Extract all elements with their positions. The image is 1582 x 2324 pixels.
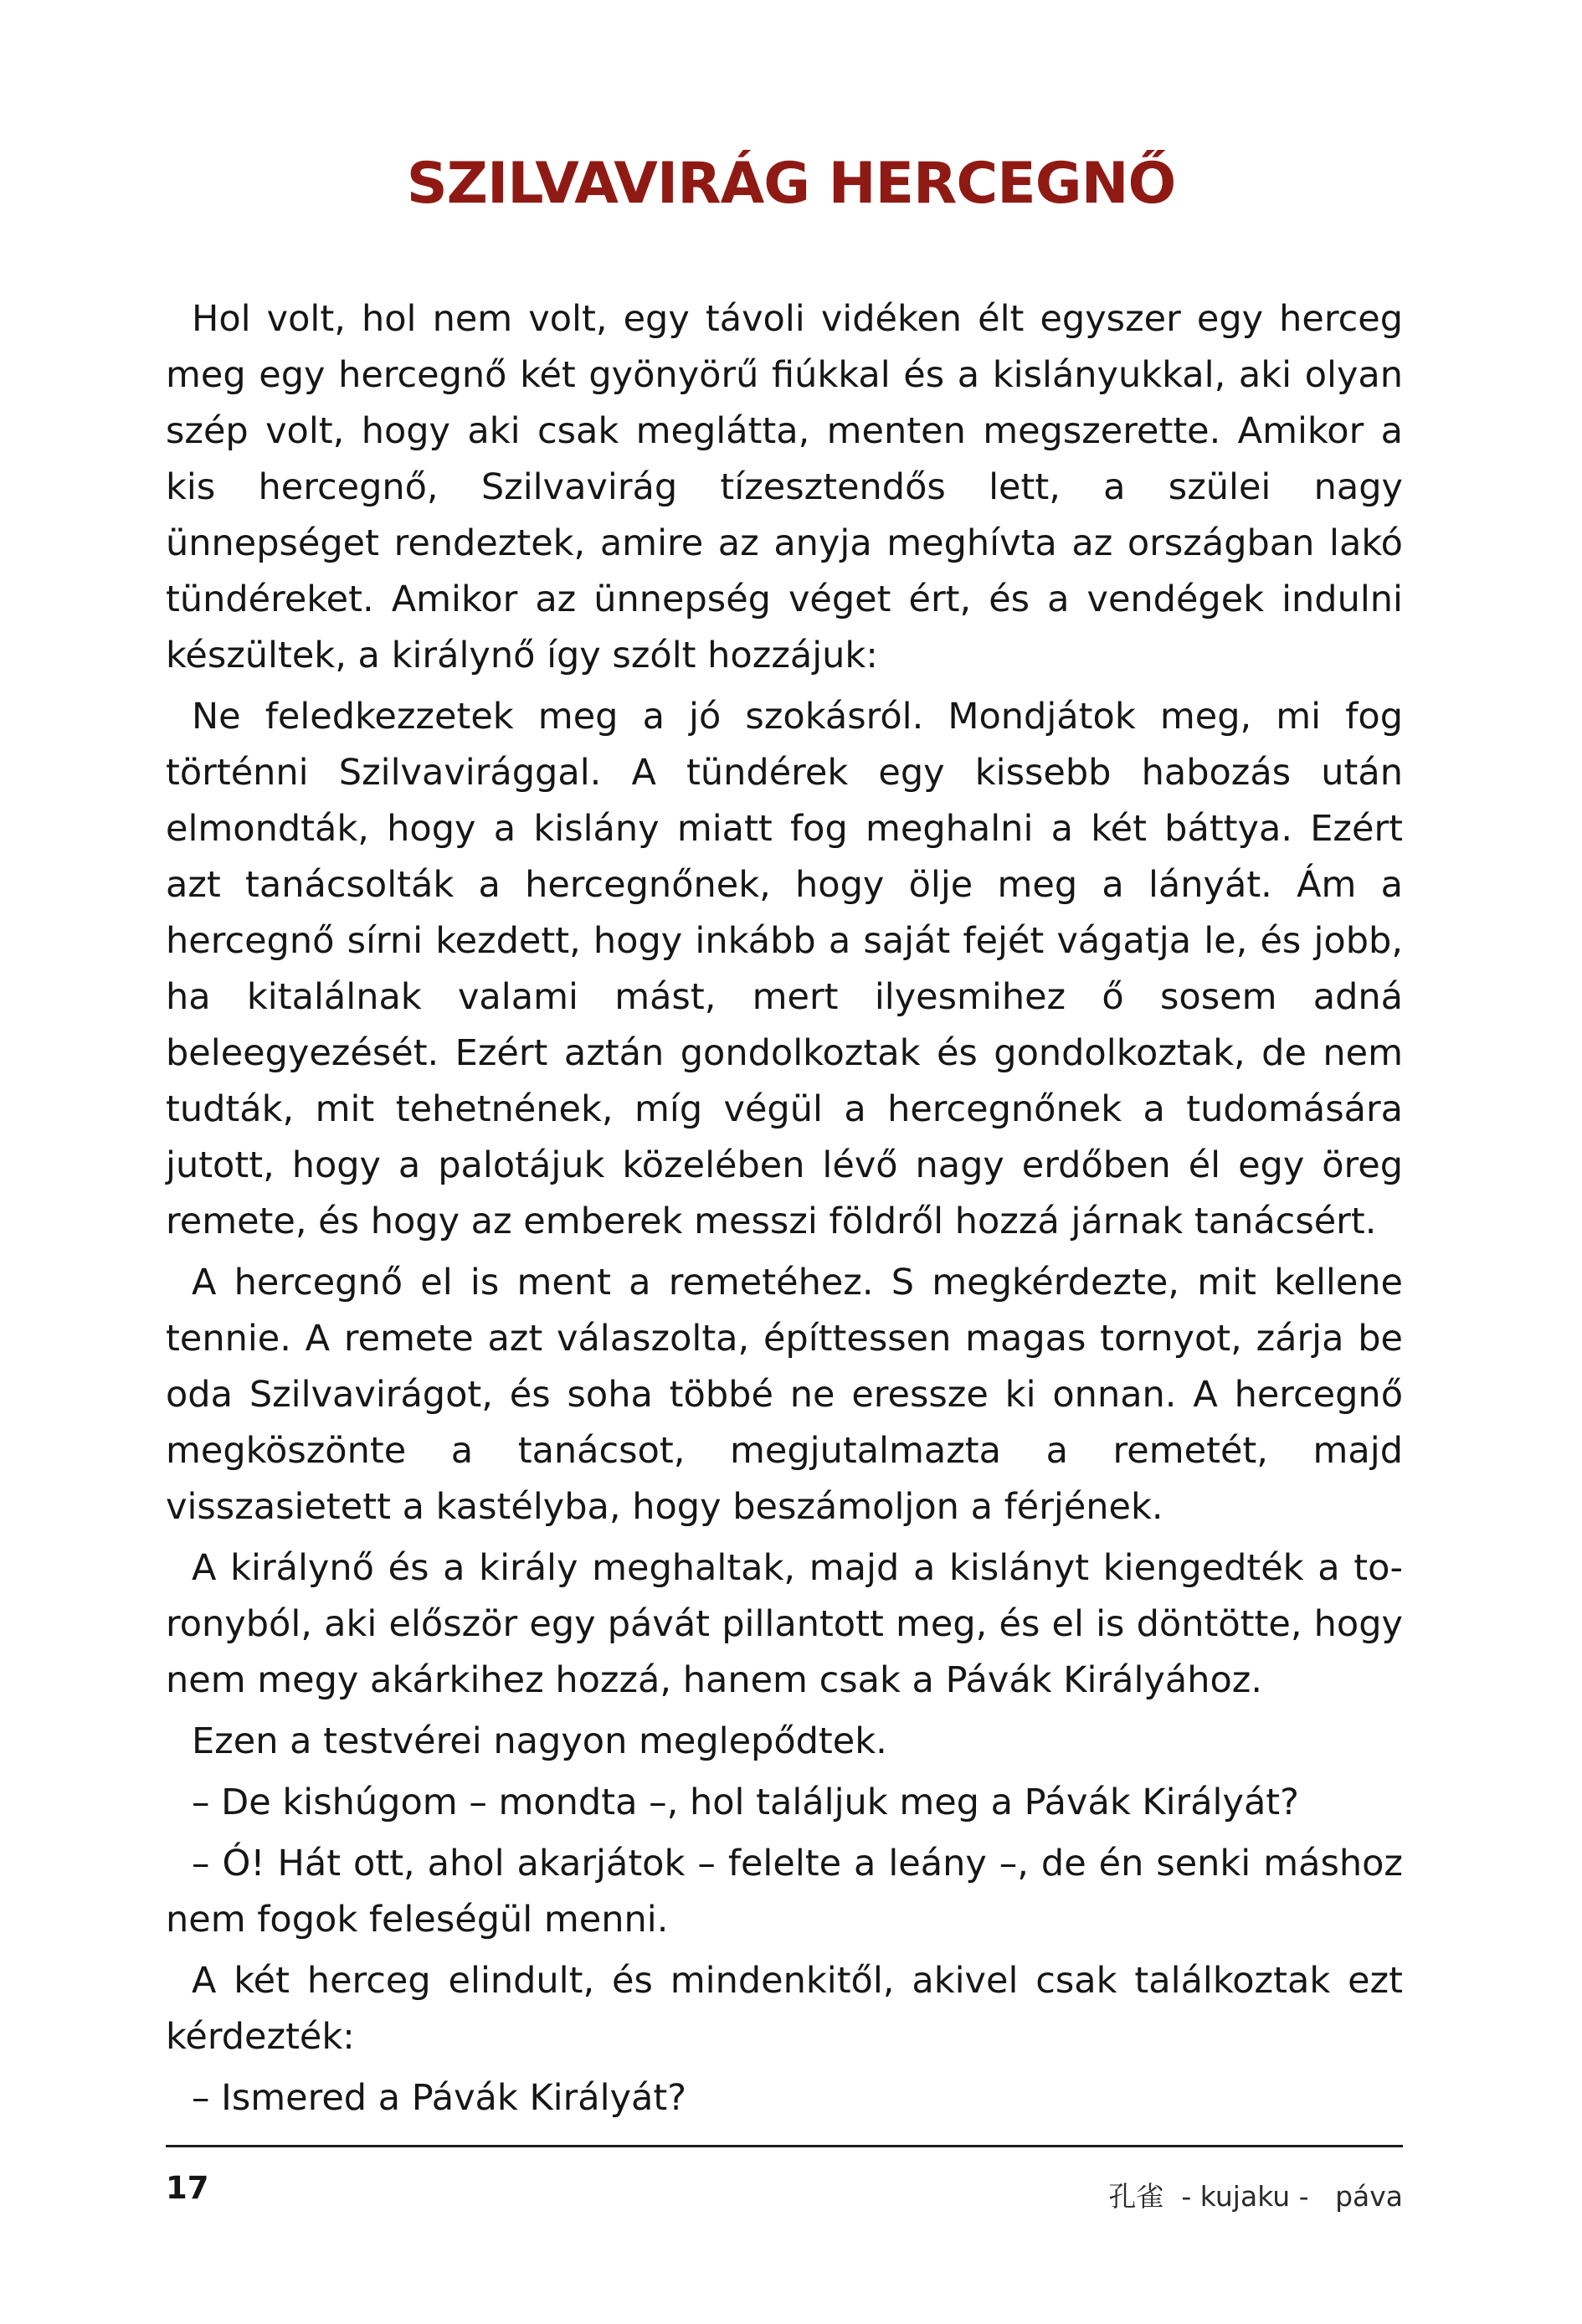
paragraph: A hercegnő el is ment a remetéhez. S megkérdezte, mit kellene tennie. A remete azt válaszolta, építtessen magas tornyot, zárja be oda Szilvavirágot, és soha többé ne eressze ki onnan. A hercegnő megköszönte a tanácsot, megjutalmazta a remetét, majd visszasietett a kastélyba, hogy beszámoljon a férjének. xyxy=(166,1262,1403,1528)
story-text xyxy=(166,291,1403,2131)
running-footer: 孔雀 - kujaku - páva xyxy=(1108,2180,1403,2213)
page-number: 17 xyxy=(166,2170,209,2206)
paragraph: A két herceg elindult, és mindenkitől, akivel csak találkoztak ezt kérdezték: xyxy=(166,1960,1403,2058)
paragraph: – Ismered a Pávák Királyát? xyxy=(192,2077,687,2119)
paragraph: A királynő és a király meghaltak, majd a kislányt kiengedték a toronyból, aki először egy pávát pillantott meg, és el is döntötte, hogy nem megy akárkihez hozzá, hanem csak a Pávák Királyához. xyxy=(166,1547,1403,1701)
paragraph: Hol volt, hol nem volt, egy távoli vidéken élt egyszer egy herceg meg egy hercegnő két gyönyörű fiúkkal és a kislányukkal, aki olyan szép volt, hogy aki csak meglátta, menten megszerette. Amikor a kis hercegnő, Szilvavirág tízesztendős lett, a szülei nagy ünnepséget rendeztek, amire az anyja meghívta az országban lakó tündéreket. Amikor az ünnepség véget ért, és a vendégek indulni készültek, a királynő így szólt hozzájuk: xyxy=(166,298,1403,676)
footer-divider xyxy=(166,2145,1403,2147)
paragraph: Ezen a testvérei nagyon meglepődtek. xyxy=(192,1720,887,1762)
paragraph: – Ó! Hát ott, ahol akarjátok – felelte a leány –, de én senki máshoz nem fogok feleségül menni. xyxy=(166,1843,1403,1941)
paragraph: – De kishúgom – mondta –, hol találjuk meg a Pávák Királyát? xyxy=(192,1782,1299,1823)
paragraph: Ne feledkezzetek meg a jó szokásról. Mondjátok meg, mi fog történni Szilvavirággal. A tündérek egy kissebb habozás után elmondták, hogy a kislány miatt fog meghalni a két báttya. Ezért azt tanácsolták a hercegnőnek, hogy ölje meg a lányát. Ám a hercegnő sírni kezdett, hogy inkább a saját fejét vágatja le, és jobb, ha kitalálnak valami mást, mert ilyesmihez ő sosem adná beleegyezését. Ezért aztán gondolkoztak és gondolkoztak, de nem tudták, mit tehetnének, míg végül a hercegnőnek a tudomására jutott, hogy a palotájuk közelében lévő nagy erdőben él egy öreg remete, és hogy az emberek messzi földről hozzá járnak tanácsért. xyxy=(166,696,1403,1242)
chapter-title: SZILVAVIRÁG HERCEGNŐ xyxy=(406,151,1176,217)
